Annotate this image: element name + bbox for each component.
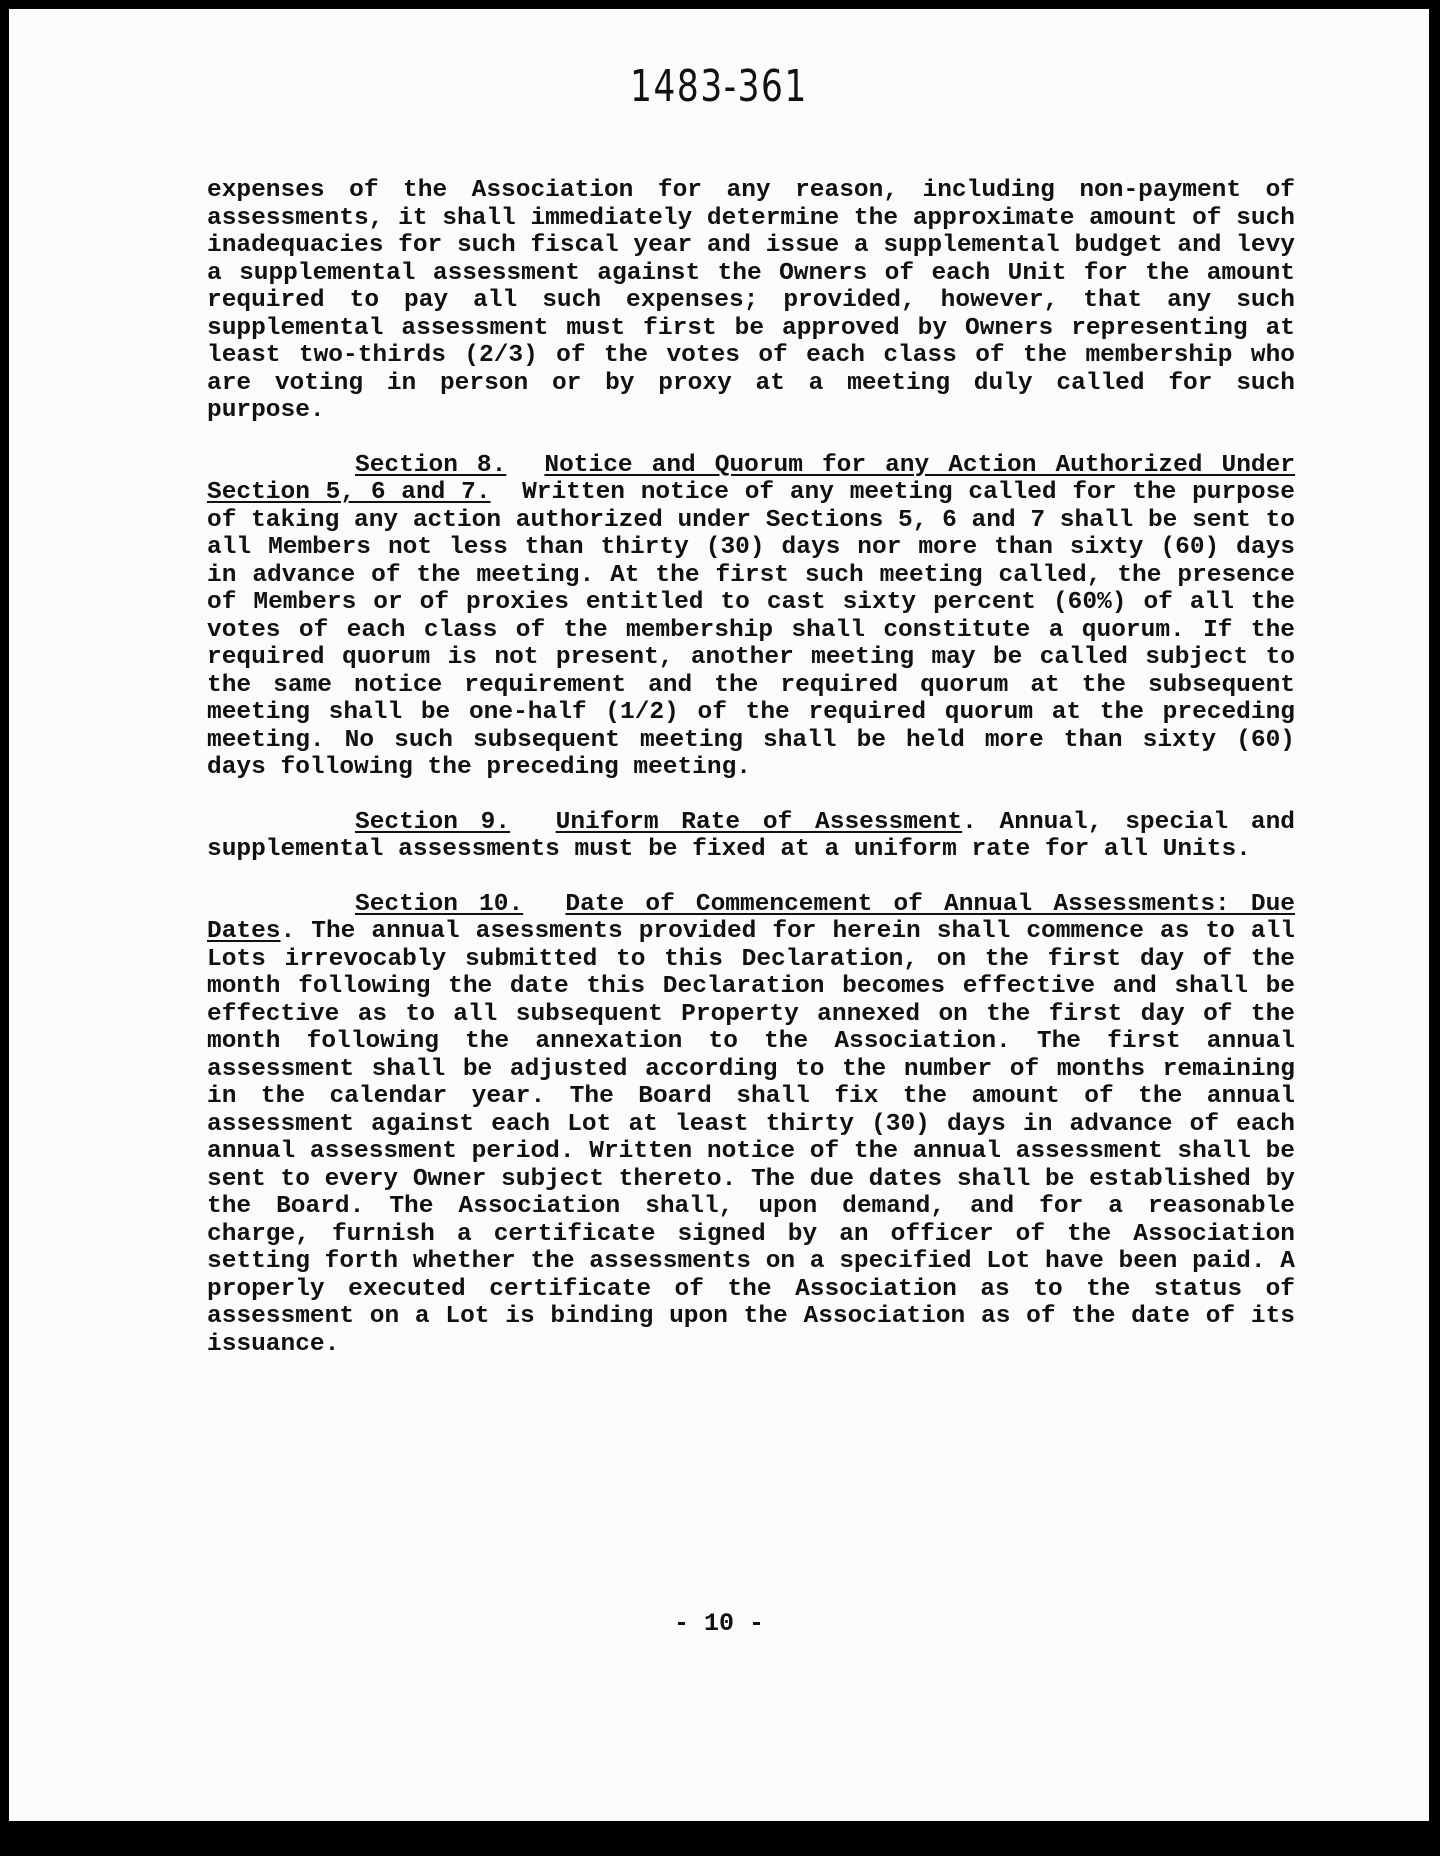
page-number: - 10 - bbox=[673, 1609, 764, 1638]
section-number: Section 8. bbox=[355, 451, 507, 479]
document-page bbox=[9, 9, 1429, 1821]
section-text: Written notice of any meeting called for the purpose of taking any action authorized under Sections 5, 6 and 7 shall be sent to all Members not less than thirty (30) days nor more than sixty (60) days in advance of the meeting. At the first such meeting called, the presence of Members or of proxies entitled to cast sixty percent (60%) of all the votes of each class of the membership shall constitute a quorum. If the required quorum is not present, another meeting may be called subject to the same notice requirement and the required quorum at the subsequent meeting shall be one-half (1/2) of the required quorum at the preceding meeting. No such subsequent meeting shall be held more than sixty (60) days following the preceding meeting. bbox=[207, 479, 1295, 781]
section-heading: Date of Commencement of Annual Assessments: Due Dates bbox=[207, 890, 1295, 945]
document-body bbox=[207, 177, 1295, 1385]
section-8 bbox=[207, 452, 1295, 782]
section-text: . Annual, special and supplemental assessments must be fixed at a uniform rate for all Units. bbox=[207, 808, 1296, 863]
document-number: 1483-361 bbox=[630, 61, 808, 112]
section-heading: Uniform Rate of Assessment bbox=[555, 808, 963, 836]
section-10 bbox=[207, 891, 1295, 1359]
section-number: Section 10. bbox=[355, 890, 524, 918]
section-9 bbox=[207, 809, 1295, 864]
section-text: . The annual asessments provided for herein shall commence as to all Lots irrevocably submitted to this Declaration, on the first day of the month following the date this Declaration becomes effective and shall be effective as to all subsequent Property annexed on the first day of the month following the annexation to the Association. The first annual assessment shall be adjusted according to the number of months remaining in the calendar year. The Board shall fix the amount of the annual assessment against each Lot at least thirty (30) days in advance of each annual assessment period. Written notice of the annual assessment shall be sent to every Owner subject thereto. The due dates shall be established by the Board. The Association shall, upon demand, and for a reasonable charge, furnish a certificate signed by an officer of the Association setting forth whether the assessments on a specified Lot have been paid. A properly executed certificate of the Association as to the status of assessment on a Lot is binding upon the Association as of the date of its issuance. bbox=[207, 918, 1295, 1358]
paragraph-text: expenses of the Association for any reason, including non-payment of assessments, it shall immediately determine the approximate amount of such inadequacies for such fiscal year and issue a supplemental budget and levy a supplemental assessment against the Owners of each Unit for the amount required to pay all such expenses; provided, however, that any such supplemental assessment must first be approved by Owners representing at least two-thirds (2/3) of the votes of each class of the membership who are voting in person or by proxy at a meeting duly called for such purpose. bbox=[207, 177, 1295, 424]
section-heading: Notice and Quorum for any Action Authorized Under Section 5, 6 and 7. bbox=[207, 451, 1296, 506]
section-number: Section 9. bbox=[355, 808, 511, 836]
paragraph-continuation bbox=[207, 177, 1295, 425]
